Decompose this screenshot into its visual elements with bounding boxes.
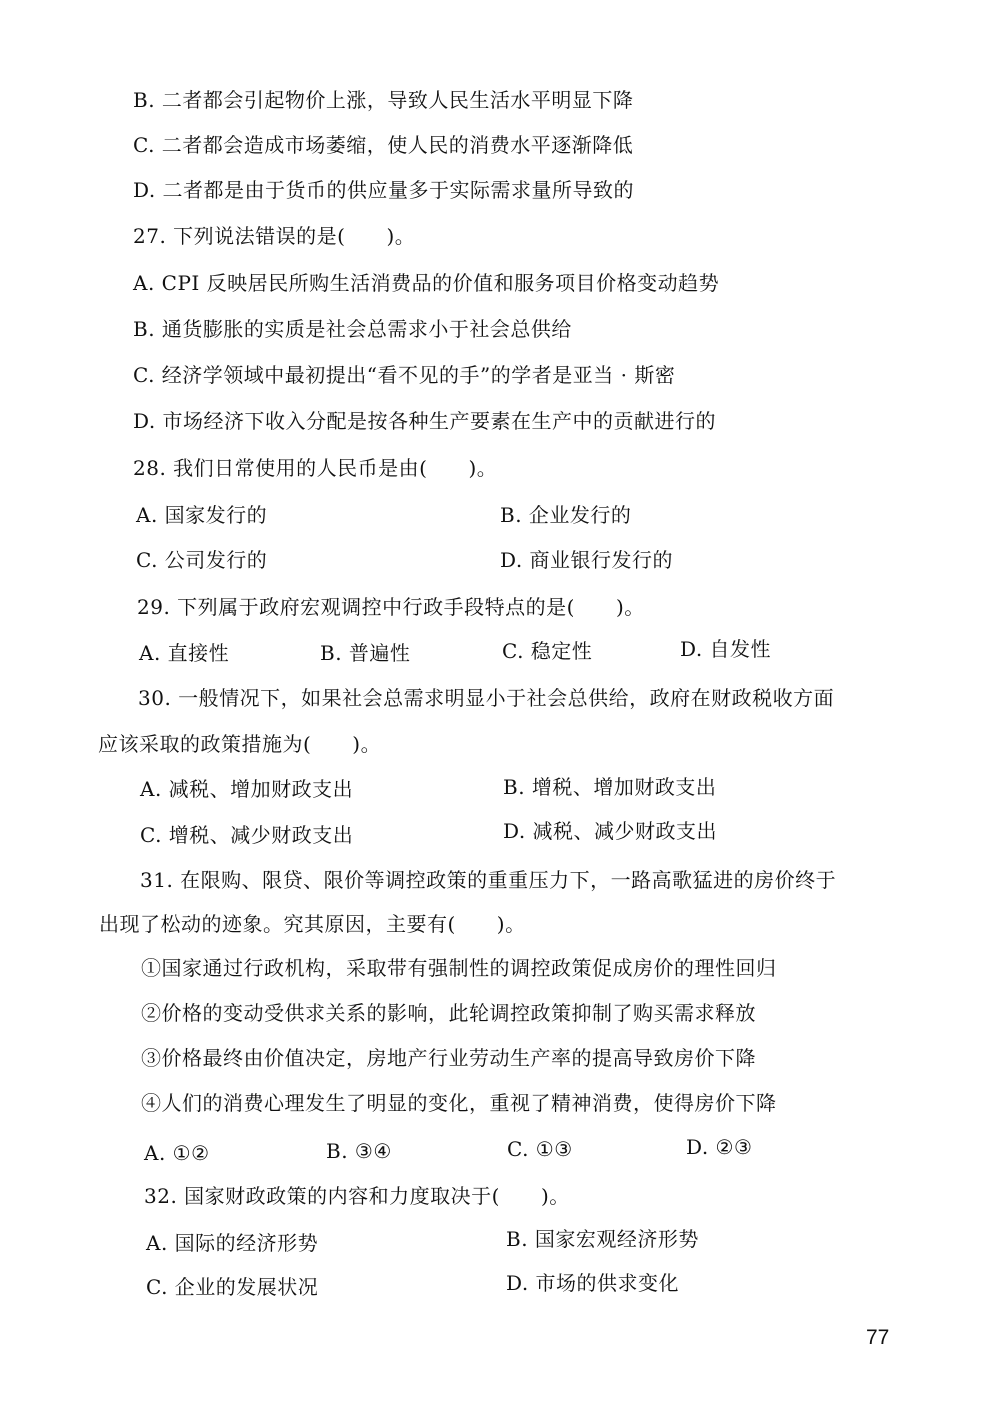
prev-option-d: D. 二者都是由于货币的供应量多于实际需求量所导致的 bbox=[133, 178, 635, 202]
q27-option-c: C. 经济学领域中最初提出“看不见的手”的学者是亚当 · 斯密 bbox=[133, 363, 676, 387]
q29-option-a: A. 直接性 bbox=[139, 641, 230, 665]
q28-option-d: D. 商业银行发行的 bbox=[500, 548, 674, 572]
page-number: 77 bbox=[866, 1326, 890, 1349]
q31-option-c: C. ①③ bbox=[507, 1137, 573, 1161]
q30-option-a: A. 减税、增加财政支出 bbox=[140, 777, 354, 801]
q30-stem-line2: 应该采取的政策措施为( )。 bbox=[98, 732, 382, 756]
q27-option-a: A. CPI 反映居民所购生活消费品的价值和服务项目价格变动趋势 bbox=[133, 271, 720, 295]
q32-option-c: C. 企业的发展状况 bbox=[146, 1275, 319, 1299]
q28-option-b: B. 企业发行的 bbox=[500, 503, 632, 527]
q27-option-b: B. 通货膨胀的实质是社会总需求小于社会总供给 bbox=[133, 317, 572, 341]
q29-option-b: B. 普遍性 bbox=[320, 641, 411, 665]
q30-option-d: D. 减税、减少财政支出 bbox=[503, 819, 718, 843]
q31-stem-line2: 出现了松动的迹象。究其原因，主要有( )。 bbox=[99, 912, 526, 936]
q32-stem: 32. 国家财政政策的内容和力度取决于( )。 bbox=[144, 1184, 570, 1208]
q30-stem-line1: 30. 一般情况下，如果社会总需求明显小于社会总供给，政府在财政税收方面 bbox=[138, 686, 835, 710]
q31-statement-3: ③价格最终由价值决定，房地产行业劳动生产率的提高导致房价下降 bbox=[141, 1046, 756, 1070]
q31-option-d: D. ②③ bbox=[686, 1135, 753, 1159]
q31-option-a: A. ①② bbox=[144, 1141, 210, 1165]
q31-statement-1: ①国家通过行政机构，采取带有强制性的调控政策促成房价的理性回归 bbox=[141, 956, 777, 980]
q32-option-d: D. 市场的供求变化 bbox=[506, 1271, 680, 1295]
prev-option-c: C. 二者都会造成市场萎缩，使人民的消费水平逐渐降低 bbox=[133, 133, 634, 157]
q29-option-d: D. 自发性 bbox=[680, 637, 772, 661]
q28-option-c: C. 公司发行的 bbox=[136, 548, 268, 572]
q32-option-b: B. 国家宏观经济形势 bbox=[506, 1227, 699, 1251]
q29-option-c: C. 稳定性 bbox=[502, 639, 593, 663]
q31-stem-line1: 31. 在限购、限贷、限价等调控政策的重重压力下，一路高歌猛进的房价终于 bbox=[140, 868, 837, 892]
q31-statement-2: ②价格的变动受供求关系的影响，此轮调控政策抑制了购买需求释放 bbox=[141, 1001, 756, 1025]
q27-stem: 27. 下列说法错误的是( )。 bbox=[133, 224, 416, 248]
q29-stem: 29. 下列属于政府宏观调控中行政手段特点的是( )。 bbox=[137, 595, 645, 619]
q31-option-b: B. ③④ bbox=[326, 1139, 392, 1163]
prev-option-b: B. 二者都会引起物价上涨，导致人民生活水平明显下降 bbox=[133, 88, 634, 112]
q28-stem: 28. 我们日常使用的人民币是由( )。 bbox=[133, 456, 498, 480]
q27-option-d: D. 市场经济下收入分配是按各种生产要素在生产中的贡献进行的 bbox=[133, 409, 717, 433]
q28-option-a: A. 国家发行的 bbox=[136, 503, 268, 527]
q30-option-b: B. 增税、增加财政支出 bbox=[503, 775, 717, 799]
q31-statement-4: ④人们的消费心理发生了明显的变化，重视了精神消费，使得房价下降 bbox=[141, 1091, 777, 1115]
q32-option-a: A. 国际的经济形势 bbox=[146, 1231, 319, 1255]
q30-option-c: C. 增税、减少财政支出 bbox=[140, 823, 354, 847]
